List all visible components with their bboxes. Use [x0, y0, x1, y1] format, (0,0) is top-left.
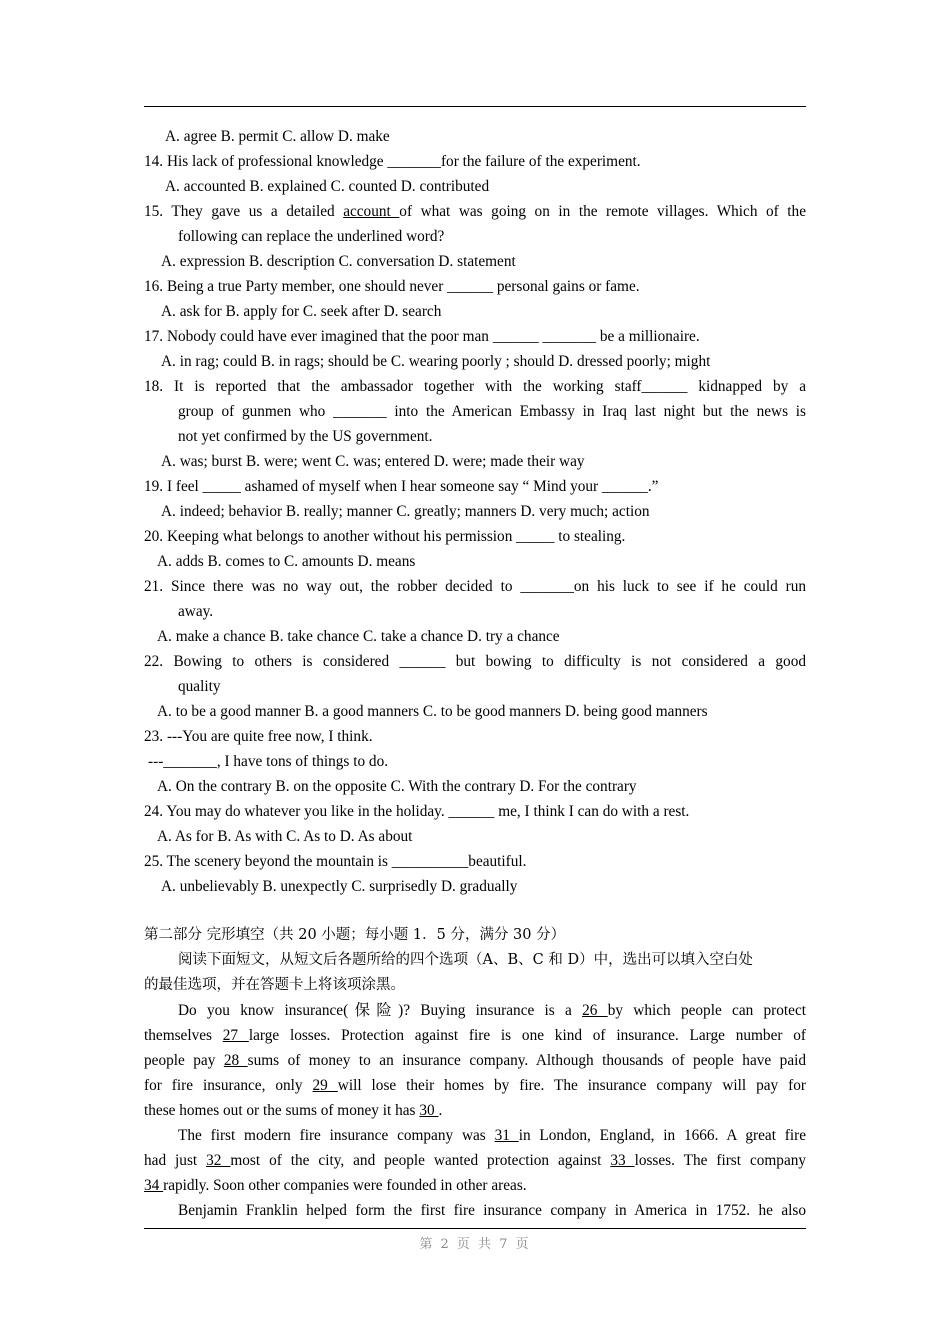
page-number: 第 2 页 共 7 页 — [419, 1237, 531, 1252]
text-line: A. expression B. description C. conversation D. statement — [161, 253, 516, 270]
text-span: for fire insurance, only — [144, 1077, 313, 1094]
text-span: large losses. Protection against fire is one kind of insurance. Large number of — [248, 1027, 806, 1044]
text-span: rapidly. Soon other companies were founded in other areas. — [163, 1177, 527, 1194]
underlined-blank: 33 — [610, 1152, 635, 1169]
text-span: these homes out or the sums of money it has — [144, 1102, 420, 1119]
text-line: Benjamin Franklin helped form the first fire insurance company in America in 1752. he also — [178, 1202, 806, 1219]
text-span: most of the city, and people wanted protection against — [230, 1152, 611, 1169]
text-line: 阅读下面短文，从短文后各题所给的四个选项（A、B、C 和 D）中，选出可以填入空白处 — [178, 952, 754, 968]
text-span: will lose their homes by fire. The insurance company will pay for — [337, 1077, 806, 1094]
underlined-blank: 28 — [223, 1052, 248, 1069]
text-line: ---_______, I have tons of things to do. — [148, 753, 389, 770]
text-span: had just — [144, 1152, 207, 1169]
text-line: A. in rag; could B. in rags; should be C. wearing poorly ; should D. dressed poorly; might — [161, 353, 711, 370]
text-line: A. As for B. As with C. As to D. As about — [157, 828, 413, 845]
text-line: A. agree B. permit C. allow D. make — [165, 128, 390, 145]
text-line: 24. You may do whatever you like in the holiday. ______ me, I think I can do with a rest. — [144, 803, 690, 820]
text-line: A. unbelievably B. unexpectly C. surprisedly D. gradually — [161, 878, 518, 895]
text-line: 25. The scenery beyond the mountain is __________beautiful. — [144, 853, 527, 870]
text-line: 20. Keeping what belongs to another without his permission _____ to stealing. — [144, 528, 626, 545]
text-line — [144, 199, 806, 224]
underlined-blank: 32 — [206, 1152, 231, 1169]
text-line: not yet confirmed by the US government. — [178, 428, 433, 445]
text-line — [144, 1073, 806, 1098]
text-line: 第二部分 完形填空（共 20 小题；每小题 1．5 分，满分 30 分） — [144, 927, 566, 943]
text-line — [144, 1148, 806, 1173]
text-span: of what was going on in the remote villages. Which of the — [399, 203, 806, 220]
text-line: A. make a chance B. take chance C. take a chance D. try a chance — [157, 628, 560, 645]
underlined-blank: 34 — [144, 1177, 164, 1194]
text-line: A. accounted B. explained C. counted D. contributed — [165, 178, 490, 195]
text-line: A. ask for B. apply for C. seek after D. search — [161, 303, 442, 320]
text-line: A. adds B. comes to C. amounts D. means — [157, 553, 416, 570]
text-span: people pay — [144, 1052, 224, 1069]
underlined-blank: 31 — [494, 1127, 519, 1144]
text-span: The first modern fire insurance company was — [178, 1127, 495, 1144]
underlined-blank: account — [343, 203, 400, 220]
text-line: A. to be a good manner B. a good manners C. to be good manners D. being good manners — [157, 703, 708, 720]
underlined-blank: 30 — [419, 1102, 439, 1119]
text-line — [144, 1173, 806, 1198]
text-line: 21. Since there was no way out, the robber decided to _______on his luck to see if he could run — [144, 578, 806, 595]
text-line: group of gunmen who _______ into the American Embassy in Iraq last night but the news is — [178, 403, 806, 420]
text-span: in London, England, in 1666. A great fire — [518, 1127, 807, 1144]
text-line — [144, 1123, 806, 1148]
text-line — [144, 998, 806, 1023]
underlined-blank: 27 — [222, 1027, 249, 1044]
text-line: 17. Nobody could have ever imagined that the poor man ______ _______ be a millionaire. — [144, 328, 700, 345]
text-line: away. — [178, 603, 214, 620]
header-rule — [144, 106, 806, 107]
underlined-blank: 26 — [582, 1002, 608, 1019]
footer-rule — [144, 1228, 806, 1229]
text-line — [144, 1098, 806, 1123]
text-line: quality — [178, 678, 221, 695]
text-line: 19. I feel _____ ashamed of myself when I hear someone say “ Mind your ______.” — [144, 478, 659, 495]
text-line: 22. Bowing to others is considered ______ but bowing to difficulty is not considered a good — [144, 653, 806, 670]
underlined-blank: 29 — [312, 1077, 338, 1094]
text-line: following can replace the underlined word? — [178, 228, 445, 245]
text-line — [144, 1023, 806, 1048]
text-line — [144, 1048, 806, 1073]
document-body — [144, 124, 806, 1223]
text-span: by which people can protect — [607, 1002, 807, 1019]
text-span: 15. They gave us a detailed — [144, 203, 344, 220]
text-span: Do you know insurance(保险)? Buying insurance is a — [178, 1002, 583, 1019]
text-line: 16. Being a true Party member, one should never ______ personal gains or fame. — [144, 278, 640, 295]
text-span: themselves — [144, 1027, 223, 1044]
section-gap — [144, 899, 806, 923]
text-span: . — [438, 1102, 443, 1119]
text-line: 14. His lack of professional knowledge _______for the failure of the experiment. — [144, 153, 641, 170]
text-line: 23. ---You are quite free now, I think. — [144, 728, 373, 745]
text-line: 的最佳选项，并在答题卡上将该项涂黑。 — [144, 977, 405, 993]
text-span: losses. The first company — [634, 1152, 807, 1169]
text-line: A. indeed; behavior B. really; manner C. greatly; manners D. very much; action — [161, 503, 650, 520]
text-line: A. On the contrary B. on the opposite C. With the contrary D. For the contrary — [157, 778, 637, 795]
text-line: 18. It is reported that the ambassador together with the working staff______ kidnapped by a — [144, 378, 806, 395]
text-line: A. was; burst B. were; went C. was; entered D. were; made their way — [161, 453, 585, 470]
text-span: sums of money to an insurance company. Although thousands of people have paid — [247, 1052, 807, 1069]
